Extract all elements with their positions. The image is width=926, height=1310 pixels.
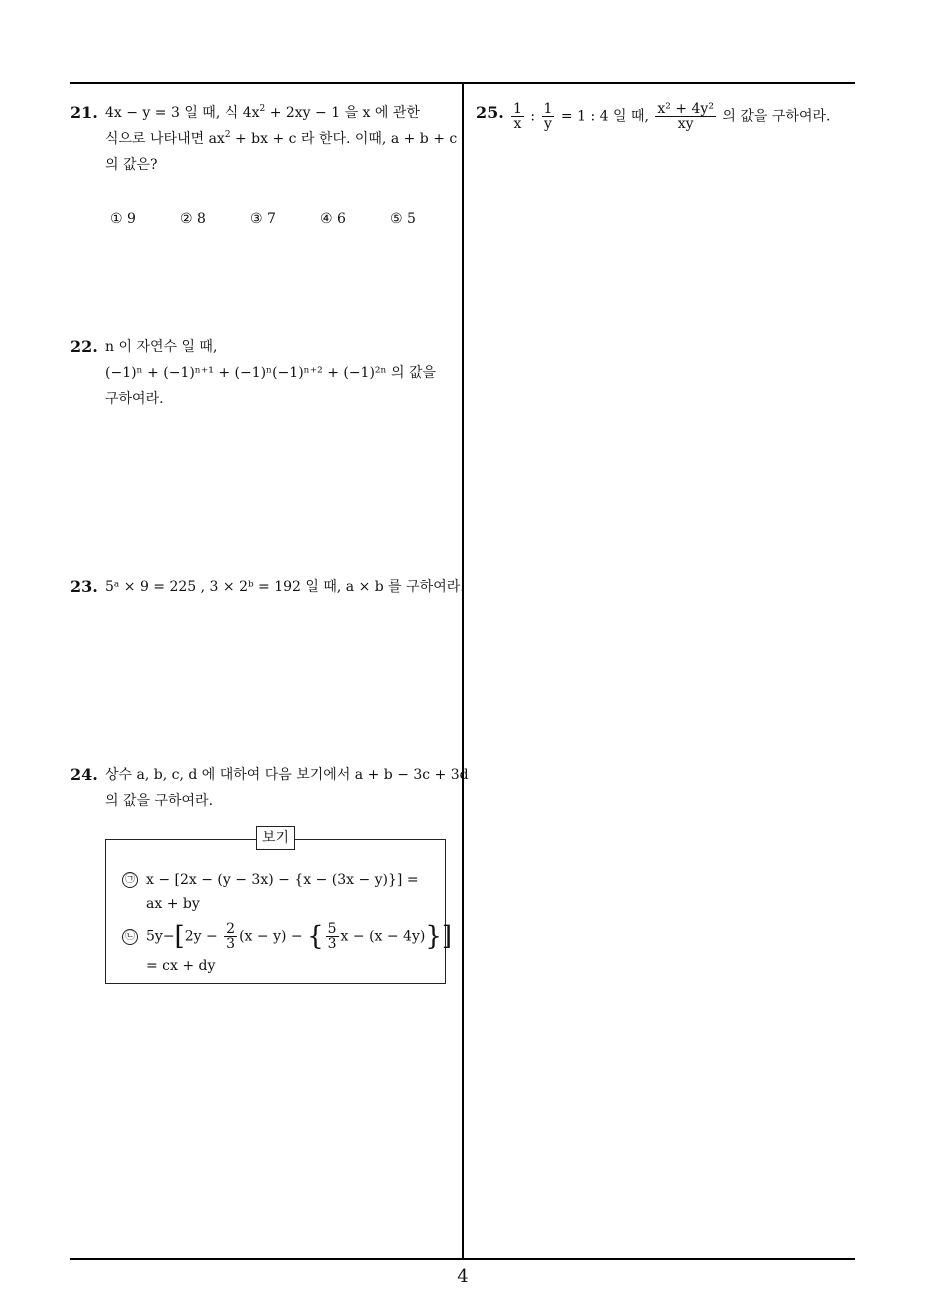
problem-number: 25. bbox=[476, 103, 504, 122]
superscript: 2 bbox=[259, 104, 266, 114]
answer-choices bbox=[110, 206, 460, 232]
choice-2[interactable]: ② 8 bbox=[180, 211, 206, 227]
problem-24 bbox=[70, 762, 469, 822]
denominator: 3 bbox=[327, 936, 337, 952]
choice-3[interactable]: ③ 7 bbox=[250, 211, 276, 227]
denominator: 3 bbox=[226, 936, 236, 952]
bogi-text: = cx + dy bbox=[146, 958, 216, 974]
column-divider bbox=[462, 82, 464, 1259]
problem-body bbox=[509, 102, 830, 131]
problem-number: 24. bbox=[70, 765, 98, 784]
problem-text: 의 값은? bbox=[105, 157, 158, 173]
problem-text: 의 값을 구하여라. bbox=[105, 793, 214, 809]
numerator: 5 bbox=[327, 921, 337, 937]
left-bracket: [ bbox=[174, 921, 185, 952]
bogi-text: ax + by bbox=[146, 896, 200, 912]
denominator: xy bbox=[677, 116, 694, 132]
fraction-one-over-x bbox=[511, 102, 524, 131]
bogi-text: 2y − bbox=[184, 928, 218, 945]
fraction-two-thirds bbox=[224, 922, 237, 951]
problem-body bbox=[105, 574, 465, 600]
problem-text: (−1)ⁿ + (−1)ⁿ⁺¹ + (−1)ⁿ(−1)ⁿ⁺² + (−1)²ⁿ 의 값을 bbox=[105, 365, 437, 381]
problem-text: + 2xy − 1 을 x 에 관한 bbox=[265, 105, 420, 121]
numerator: 1 bbox=[543, 101, 553, 117]
superscript: 2 bbox=[224, 130, 231, 140]
bottom-rule bbox=[70, 1258, 855, 1260]
problem-body bbox=[105, 100, 457, 178]
right-brace: } bbox=[425, 921, 442, 952]
fraction-one-over-y bbox=[542, 102, 555, 131]
bogi-title: 보기 bbox=[256, 826, 295, 850]
fraction-five-thirds bbox=[326, 922, 339, 951]
problem-body bbox=[105, 334, 436, 412]
problem-text: 상수 a, b, c, d 에 대하여 다음 보기에서 a + b − 3c + 3d bbox=[105, 767, 469, 783]
problem-number: 23. bbox=[70, 577, 98, 596]
left-brace: { bbox=[307, 921, 324, 952]
item-marker: ㉠ bbox=[122, 872, 138, 888]
problem-body bbox=[105, 762, 469, 814]
problem-text: 의 값을 구하여라. bbox=[722, 108, 831, 125]
choice-1[interactable]: ① 9 bbox=[110, 211, 136, 227]
problem-text: = 1 : 4 일 때, bbox=[560, 108, 649, 125]
numerator: 2 bbox=[226, 921, 236, 937]
problem-text: n 이 자연수 일 때, bbox=[105, 339, 218, 355]
problem-number: 22. bbox=[70, 337, 98, 356]
right-bracket: ] bbox=[441, 921, 453, 952]
problem-number: 21. bbox=[70, 103, 98, 122]
denominator: y bbox=[544, 116, 552, 132]
fraction-expression bbox=[655, 102, 716, 131]
problem-text: + bx + c 라 한다. 이때, a + b + c bbox=[230, 131, 458, 147]
bogi-item-2 bbox=[122, 922, 452, 978]
problem-text: 4x − y = 3 일 때, 식 4x bbox=[105, 105, 260, 121]
bogi-text: (x − y) − bbox=[239, 928, 303, 945]
problem-23 bbox=[70, 574, 465, 604]
choice-4[interactable]: ④ 6 bbox=[320, 211, 346, 227]
problem-25 bbox=[476, 100, 851, 150]
bogi-item-1 bbox=[122, 868, 419, 916]
bogi-text: x − (x − 4y) bbox=[340, 928, 426, 945]
page-number: 4 bbox=[457, 1266, 469, 1287]
problem-22 bbox=[70, 334, 460, 424]
problem-text: 식으로 나타내면 ax bbox=[105, 131, 225, 147]
colon: : bbox=[530, 108, 536, 125]
problem-21 bbox=[70, 100, 460, 240]
bogi-text: x − [2x − (y − 3x) − {x − (3x − y)}] = bbox=[146, 872, 419, 888]
numerator: 1 bbox=[513, 101, 522, 117]
bogi-text: 5y− bbox=[146, 928, 175, 945]
denominator: x bbox=[513, 116, 522, 132]
problem-text: 5ᵃ × 9 = 225 , 3 × 2ᵇ = 192 일 때, a × b 를 구하여라. bbox=[105, 579, 465, 595]
choice-5[interactable]: ⑤ 5 bbox=[390, 211, 416, 227]
numerator: x² + 4y² bbox=[657, 101, 714, 117]
item-marker: ㉡ bbox=[122, 929, 138, 945]
problem-text: 구하여라. bbox=[105, 391, 164, 407]
